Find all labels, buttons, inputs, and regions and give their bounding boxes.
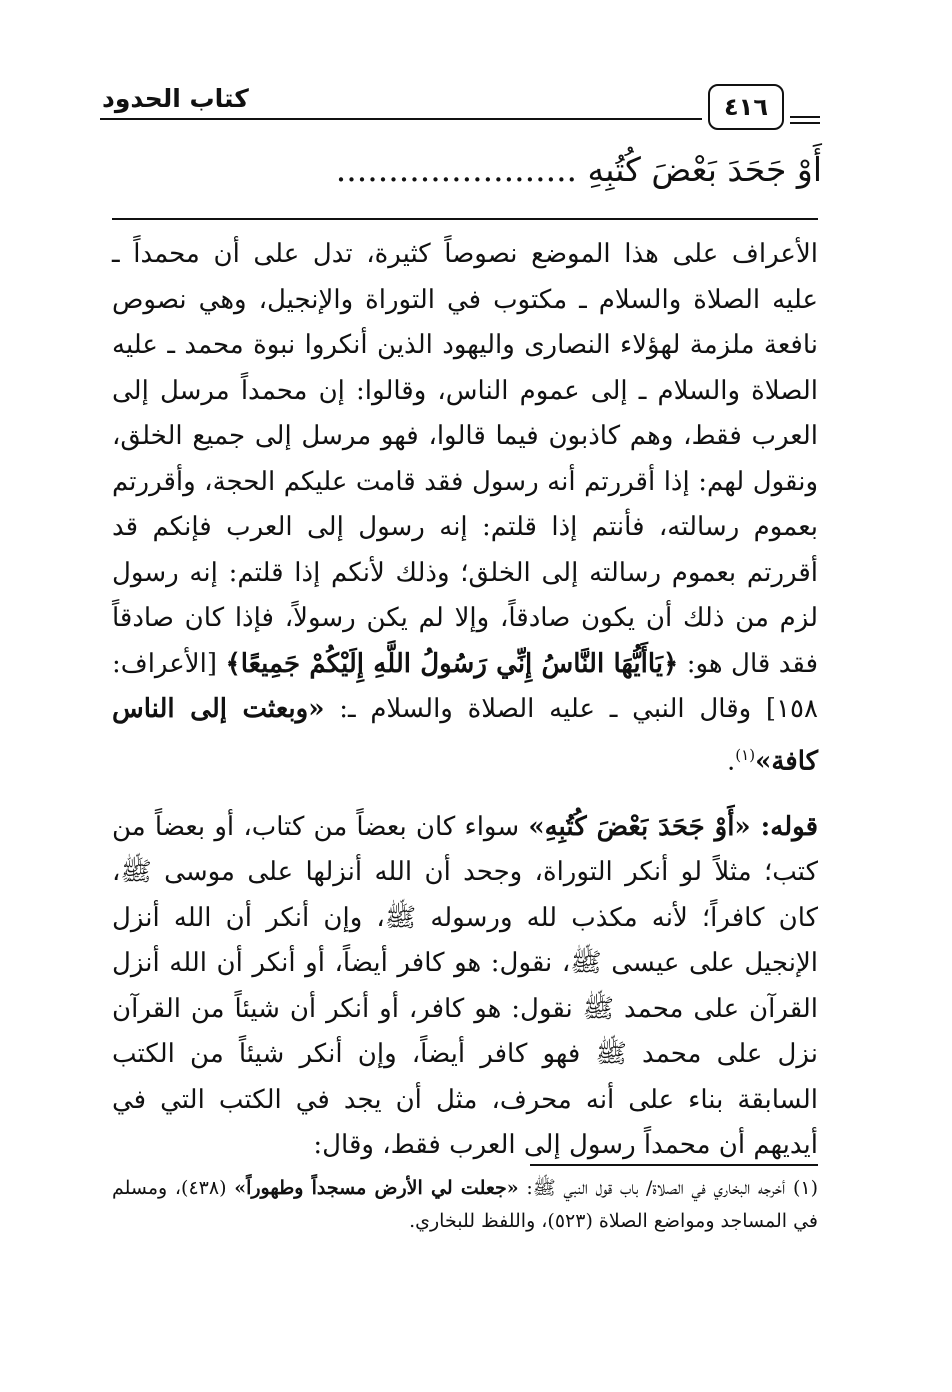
quran-verse: ﴿يَاأَيُّهَا النَّاسُ إِنِّي رَسُولُ اللَّهِ إِلَيْكُمْ جَمِيعًا﴾ — [225, 648, 679, 679]
running-header-book-title: كتاب الحدود — [102, 84, 249, 113]
hadith-quote: «وبعثت إلى الناس كافة» — [112, 694, 818, 777]
paragraph-1 — [112, 232, 818, 785]
header-rule-right-upper — [790, 116, 820, 118]
footnote-text-2: (٤٣٨)، ومسلم في المساجد ومواضع الصلاة (٥٢٣)، واللفظ للبخاري. — [112, 1177, 818, 1232]
p2-text: سواء كان بعضاً من كتاب، أو بعضاً من كتب؛ مثلاً لو أنكر التوراة، وجحد أن الله أنزلها على موسى ﷺ، كان كافراً؛ لأنه مكذب لله ورسوله ﷺ، وإن أنكر أن الله أنزل الإنجيل على عيسى ﷺ، نقول: هو كافر أيضاً، أو أنكر أن الله أنزل القرآن على محمد ﷺ نقول: هو كافر، أو أنكر أن شيئاً من القرآن نزل على محمد ﷺ فهو كافر أيضاً، وإن أنكر شيئاً من الكتب السابقة بناء على أنه محرف، مثل أن يجد في الكتب التي في أيديهم أن محمداً رسول إلى العرب فقط، وقال: — [112, 811, 818, 1161]
subheading-dots: ....................... — [335, 150, 578, 189]
footnote-number: (١) — [792, 1177, 818, 1199]
footnote-hadith: «جعلت لي الأرض مسجداً وطهوراً» — [234, 1177, 519, 1199]
main-text — [112, 232, 818, 1169]
header-rule — [100, 118, 702, 120]
subheading-text: أَوْ جَحَدَ بَعْضَ كُتُبِهِ — [587, 150, 822, 189]
top-divider — [112, 218, 818, 220]
footnote-text-1: أخرجه البخاري في الصلاة/ باب قول النبي ﷺ: — [518, 1177, 793, 1199]
p2-quote: «أَوْ جَحَدَ بَعْضَ كُتُبِهِ» — [528, 811, 761, 842]
footnote-divider — [530, 1164, 818, 1166]
page-number-box — [708, 84, 784, 130]
footnote-ref: (١) — [735, 745, 756, 764]
paragraph-2 — [112, 805, 818, 1169]
footnote — [112, 1172, 818, 1238]
section-subheading — [336, 150, 822, 189]
p1-part2: [الأعراف: ١٥٨] وقال النبي ـ عليه الصلاة والسلام ـ: — [112, 648, 818, 724]
page-number: ٤١٦ — [724, 93, 768, 121]
header-rule-right-lower — [790, 122, 820, 124]
p1-part1: الأعراف على هذا الموضع نصوصاً كثيرة، تدل على أن محمداً ـ عليه الصلاة والسلام ـ مكتوب في التوراة والإنجيل، وهي نصوص نافعة ملزمة لهؤلاء النصارى واليهود الذين أنكروا نبوة محمد ـ عليه الصلاة والسلام ـ إلى عموم الناس، وقالوا: إن محمداً مرسل إلى العرب فقط، وهم كاذبون فيما قالوا، فهو مرسل إلى جميع الخلق، ونقول لهم: إذا أقررتم أنه رسول فقد قامت عليكم الحجة، وأقررتم بعموم رسالته، فأنتم إذا قلتم: إنه رسول إلى العرب فإنكم قد أقررتم بعموم رسالته إلى الخلق؛ وذلك لأنكم إذا قلتم: إنه رسول لزم من ذلك أن يكون صادقاً، وإلا لم يكن رسولاً، فإذا كان صادقاً فقد قال هو: — [112, 239, 818, 679]
p1-end: . — [727, 746, 736, 777]
p2-lead: قوله: — [760, 811, 818, 842]
